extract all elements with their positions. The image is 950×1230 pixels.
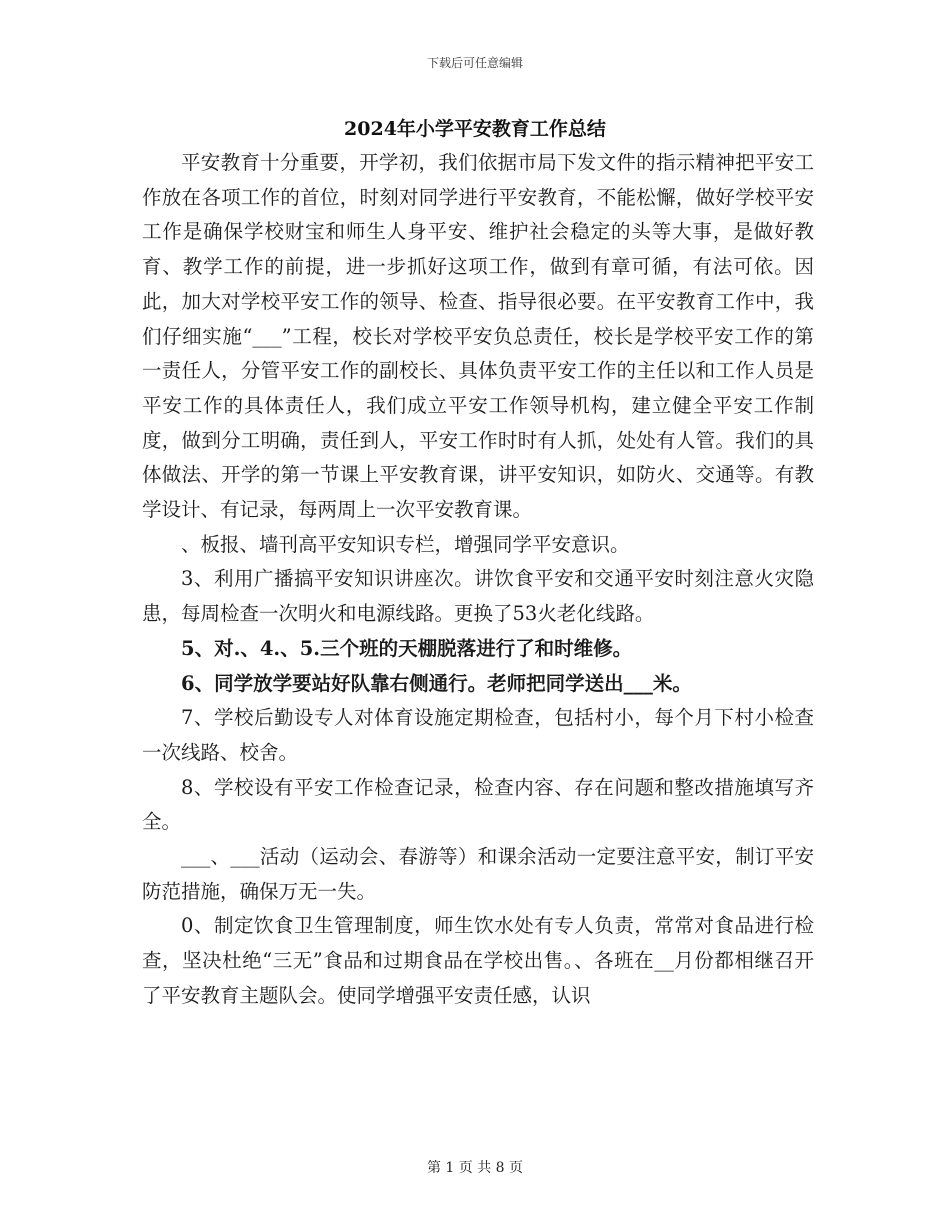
header-note: 下载后可任意编辑 — [426, 56, 523, 70]
document-body — [142, 146, 814, 1014]
paragraph-item-2: 、板报、墙刊高平安知识专栏，增强同学平安意识。 — [181, 532, 630, 556]
paragraph-item-6: 6、同学放学要站好队靠右侧通行。老师把同学送出___米。 — [181, 671, 692, 695]
paragraph-item-9: ___、___活动（运动会、春游等）和课余活动一定要注意平安，制订平安防范措施，确保万无一失。 — [142, 845, 814, 903]
paragraph-item-3: 3、利用广播搞平安知识讲座次。讲饮食平安和交通平安时刻注意火灾隐患，每周检查一次明火和电源线路。更换了53火老化线路。 — [142, 567, 814, 626]
paragraph-item-10: 0、制定饮食卫生管理制度，师生饮水处有专人负责，常常对食品进行检查，坚决杜绝“三无”食品和过期食品在学校出售。、各班在__月份都相继召开了平安教育主题队会。使同学增强平安责任感，认识 — [142, 914, 814, 1007]
page-number: 第 1 页 共 8 页 — [426, 1160, 524, 1176]
paragraph-intro: 平安教育十分重要，开学初，我们依据市局下发文件的指示精神把平安工作放在各项工作的首位，时刻对同学进行平安教育，不能松懈，做好学校平安工作是确保学校财宝和师生人身平安、维护社会稳定的头等大事，是做好教育、教学工作的前提，进一步抓好这项工作，做到有章可循，有法可依。因此，加大对学校平安工作的领导、检查、指导很必要。在平安教育工作中，我们仔细实施“___”工程，校长对学校平安负总责任，校长是学校平安工作的第一责任人，分管平安工作的副校长、具体负责平安工作的主任以和工作人员是平安工作的具体责任人，我们成立平安工作领导机构，建立健全平安工作制度，做到分工明确，责任到人，平安工作时时有人抓，处处有人管。我们的具体做法、开学的第一节课上平安教育课，讲平安知识，如防火、交通等。有教学设计、有记录，每两周上一次平安教育课。 — [142, 151, 814, 522]
paragraph-item-5: 5、对.、4.、5.三个班的天棚脱落进行了和时维修。 — [181, 636, 633, 660]
paragraph-item-8: 8、学校设有平安工作检查记录，检查内容、存在问题和整改措施填写齐全。 — [142, 775, 814, 834]
document-title: 2024年小学平安教育工作总结 — [344, 118, 606, 140]
paragraph-item-7: 7、学校后勤设专人对体育设施定期检查，包括村小，每个月下村小检查一次线路、校舍。 — [142, 706, 814, 764]
